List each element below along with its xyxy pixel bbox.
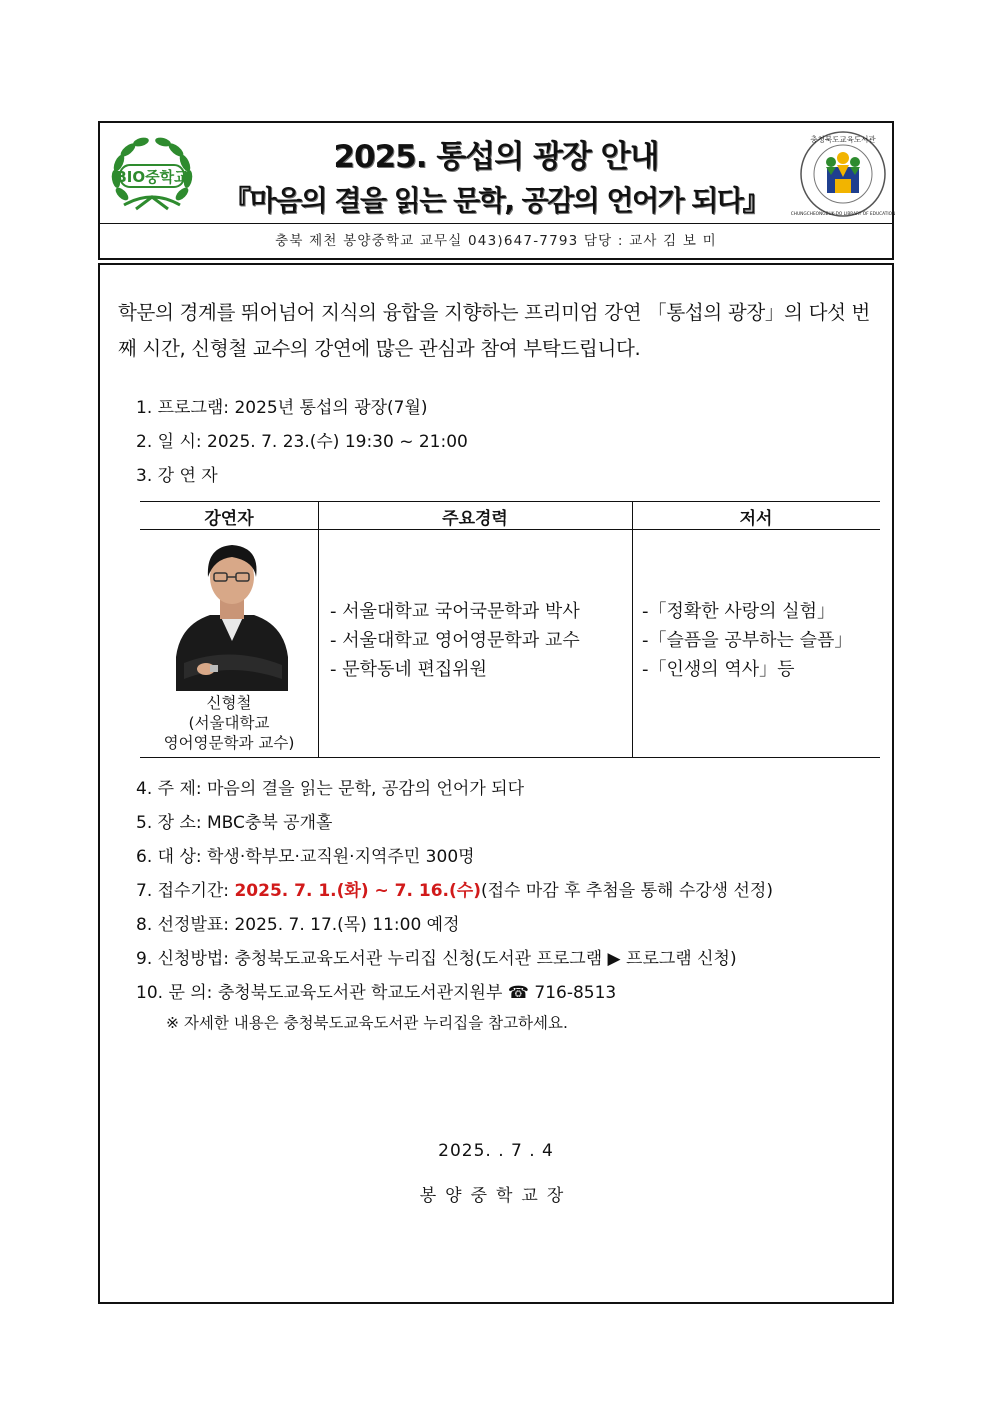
- speaker-affiliation: (서울대학교: [188, 714, 270, 732]
- contact-line: 충북 제천 봉양중학교 교무실 043)647-7793 담당 : 교사 김 보 미: [275, 233, 717, 249]
- table-bottom-border: [140, 757, 880, 758]
- signer: 봉양중학교장: [419, 1186, 573, 1206]
- inquiry-text: 10. 문 의: 충청북도교육도서관 학교도서관지원부: [136, 983, 508, 1003]
- speaker-photo: [170, 539, 294, 691]
- book-item: -「정확한 사랑의 실험」: [642, 601, 836, 622]
- page-title: 2025. 통섭의 광장 안내: [333, 139, 659, 175]
- speaker-name: 신형철: [206, 694, 252, 712]
- item-venue: 5. 장 소: MBC충북 공개홀: [136, 813, 333, 833]
- item-speaker-heading: 3. 강 연 자: [136, 466, 218, 486]
- item-inquiry: [136, 978, 616, 1003]
- library-logo-icon: [790, 129, 896, 219]
- table-top-border: [140, 501, 880, 502]
- body-box: [98, 263, 894, 1304]
- svg-text:BIO중학교: BIO중학교: [115, 168, 189, 186]
- header-title-area: [100, 123, 896, 224]
- item-application-method: 9. 신청방법: 충청북도교육도서관 누리집 신청(도서관 프로그램 ▶ 프로그램 신청): [136, 949, 737, 969]
- table-header-career: 주요경력: [442, 509, 508, 529]
- item-program: 1. 프로그램: 2025년 통섭의 광장(7월): [136, 398, 428, 418]
- career-list: [330, 597, 580, 684]
- library-logo-text: 충청북도교육도서관: [810, 135, 876, 144]
- career-item: - 서울대학교 국어국문학과 박사: [330, 601, 580, 622]
- career-item: - 서울대학교 영어영문학과 교수: [330, 630, 580, 651]
- table-col-divider: [632, 501, 633, 758]
- svg-text:CHUNGCHEONGBUK-DO LIBRARY OF E: CHUNGCHEONGBUK-DO LIBRARY OF EDUCATION: [790, 212, 896, 217]
- item-audience: 6. 대 상: 학생·학부모·교직원·지역주민 300명: [136, 847, 475, 867]
- reference-note: ※ 자세한 내용은 충청북도교육도서관 누리집을 참고하세요.: [166, 1014, 568, 1032]
- table-header-speaker: 강연자: [204, 509, 254, 529]
- intro-paragraph: 학문의 경계를 뛰어넘어 지식의 융합을 지향하는 프리미엄 강연 「통섭의 광장」의 다섯 번째 시간, 신형철 교수의 강연에 많은 관심과 참여 부탁드립니다.: [118, 301, 871, 360]
- registration-note: (접수 마감 후 추첨을 통해 수강생 선정): [480, 881, 773, 901]
- page-subtitle: 『마음의 결을 읽는 문학, 공감의 언어가 되다』: [223, 184, 769, 217]
- table-header-books: 저서: [739, 509, 773, 529]
- books-list: [642, 597, 852, 684]
- table-col-divider: [318, 501, 319, 758]
- item-datetime: 2. 일 시: 2025. 7. 23.(수) 19:30 ~ 21:00: [136, 432, 468, 452]
- document-date: 2025. . 7 . 4: [438, 1141, 554, 1161]
- speaker-table: [140, 501, 880, 758]
- item-topic: 4. 주 제: 마음의 결을 읽는 문학, 공감의 언어가 되다: [136, 779, 525, 799]
- table-header-divider: [140, 529, 880, 530]
- item-announcement: 8. 선정발표: 2025. 7. 17.(목) 11:00 예정: [136, 915, 460, 935]
- registration-label: 7. 접수기간:: [136, 881, 235, 901]
- career-item: - 문학동네 편집위원: [330, 659, 488, 680]
- book-item: -「슬픔을 공부하는 슬픔」: [642, 630, 853, 651]
- book-item: -「인생의 역사」등: [642, 659, 795, 680]
- speaker-affiliation: 영어영문학과 교수): [163, 734, 295, 752]
- registration-dates: 2025. 7. 1.(화) ~ 7. 16.(수): [234, 881, 481, 901]
- speaker-caption: [140, 693, 318, 753]
- inquiry-phone: ☎ 716-8513: [507, 983, 617, 1003]
- header-box: [98, 121, 894, 260]
- item-registration-period: [136, 876, 773, 901]
